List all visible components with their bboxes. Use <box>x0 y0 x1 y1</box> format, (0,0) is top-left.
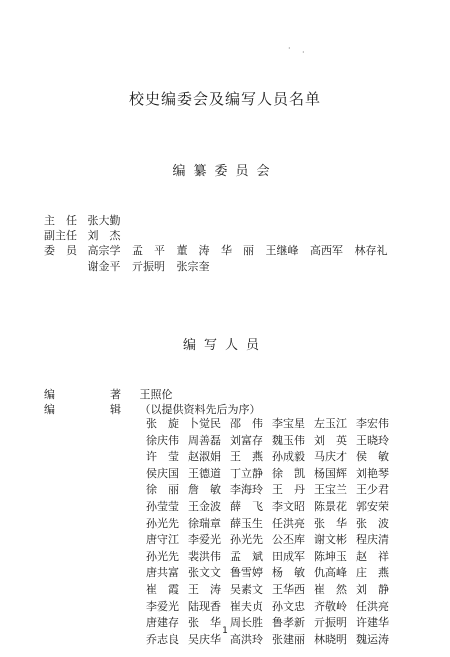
editor-name: 陈景花 <box>314 499 347 513</box>
members-line-1 <box>88 244 396 257</box>
editor-name: 赵 祥 <box>356 549 389 563</box>
member-name: 董 涛 <box>176 244 210 257</box>
editor-name: 徐瑞章 <box>188 516 221 530</box>
editor-name: 王 燕 <box>230 450 263 464</box>
editor-name: 李爱光 <box>188 533 221 547</box>
editor-name: 崔 霞 <box>146 582 179 596</box>
author-label: 编 著 <box>44 388 121 401</box>
editor-name: 王金波 <box>188 499 221 513</box>
editor-name: 王少君 <box>356 483 389 497</box>
editor-name: 刘艳琴 <box>356 466 389 480</box>
editor-name: 亓振明 <box>314 616 347 630</box>
editor-name: 崔 然 <box>314 582 347 596</box>
members-row <box>44 242 396 258</box>
editor-name: 张 波 <box>356 516 389 530</box>
member-name: 张宗奎 <box>176 260 210 273</box>
editor-name: 侯 敏 <box>356 450 389 464</box>
editor-name: 张建丽 <box>272 632 305 646</box>
scan-speck: · <box>302 48 305 57</box>
members-label: 委 员 <box>44 244 77 257</box>
editor-name: 孟 斌 <box>230 549 263 563</box>
editor-name: 李海玲 <box>230 483 263 497</box>
editor-name: 庄 燕 <box>356 566 389 580</box>
members-line-2 <box>88 260 218 273</box>
editor-name: 侯庆国 <box>146 466 179 480</box>
director-name: 张大勤 <box>87 214 121 227</box>
editor-name: 徐 凯 <box>272 466 305 480</box>
editor-name: 李宏伟 <box>356 417 389 430</box>
editor-name: 孙光先 <box>230 533 263 547</box>
editor-name: 张 华 <box>188 616 221 630</box>
committee-heading: 编纂委员会 <box>172 164 278 179</box>
editor-name: 任洪亮 <box>356 599 389 613</box>
editor-name: 孙光先 <box>146 549 179 563</box>
editor-name: 吴素文 <box>230 582 263 596</box>
page-title: 校史编委会及编写人员名单 <box>128 90 321 108</box>
editor-note: （以提供资料先后为序） <box>139 403 261 416</box>
editor-name: 李文昭 <box>272 499 305 513</box>
editor-name: 马庆才 <box>314 450 347 464</box>
editor-name: 邵 伟 <box>230 417 263 430</box>
editor-name: 李宝星 <box>272 417 305 430</box>
editor-name: 鲁孝新 <box>272 616 305 630</box>
editor-name: 任洪亮 <box>272 516 305 530</box>
member-name: 高宗学 <box>87 244 121 257</box>
editor-name: 周善磊 <box>188 433 221 447</box>
editor-name: 裴洪伟 <box>188 549 221 563</box>
editor-name: 王 涛 <box>188 582 221 596</box>
editor-name: 公丕库 <box>272 533 305 547</box>
writers-heading: 编写人员 <box>182 338 267 353</box>
editor-name: 詹 敏 <box>188 483 221 497</box>
author-name: 王照伦 <box>139 388 173 401</box>
member-name: 谢金平 <box>87 260 121 273</box>
editor-name: 王德道 <box>188 466 221 480</box>
editor-name: 杨国辉 <box>314 466 347 480</box>
author-row <box>44 386 173 402</box>
editor-name: 林晓明 <box>314 632 347 646</box>
editor-name: 徐庆伟 <box>146 433 179 447</box>
director-row <box>44 212 121 228</box>
editor-name: 许建华 <box>356 616 389 630</box>
director-label: 主 任 <box>44 214 77 227</box>
editor-name: 王宝兰 <box>314 483 347 497</box>
editor-name: 孙文忠 <box>272 599 305 613</box>
editor-name: 崔夫贞 <box>230 599 263 613</box>
editor-name: 高洪玲 <box>230 632 263 646</box>
member-name: 王继峰 <box>265 244 299 257</box>
editor-name: 郭安荣 <box>356 499 389 513</box>
deputy-row <box>44 227 121 243</box>
editor-name: 鲁雪婷 <box>230 566 263 580</box>
editor-name: 薛玉生 <box>230 516 263 530</box>
editor-name: 张 华 <box>314 516 347 530</box>
editor-name: 赵淑娟 <box>188 450 221 464</box>
editor-name: 陈坤玉 <box>314 549 347 563</box>
editor-name: 丁立静 <box>230 466 263 480</box>
editor-name: 齐敬岭 <box>314 599 347 613</box>
member-name: 亓振明 <box>132 260 165 273</box>
editor-name: 田成军 <box>272 549 305 563</box>
deputy-label: 副主任 <box>44 229 77 242</box>
editor-name: 杨 敏 <box>272 566 305 580</box>
editor-name: 徐 丽 <box>146 483 179 497</box>
members-row-2 <box>44 258 218 274</box>
member-name: 华 丽 <box>221 244 254 257</box>
editor-name: 刘富存 <box>230 433 263 447</box>
editor-name: 魏运涛 <box>356 632 389 646</box>
editor-name: 薛 飞 <box>230 499 263 513</box>
editor-label: 编 辑 <box>44 403 121 416</box>
editor-name: 仇高峰 <box>314 566 347 580</box>
editor-name: 吴庆华 <box>188 632 221 646</box>
editor-name: 刘 英 <box>314 433 347 447</box>
deputy-name: 刘 杰 <box>87 229 121 242</box>
editor-name: 孙成毅 <box>272 450 305 464</box>
editor-name: 刘 静 <box>356 582 389 596</box>
editor-names-grid <box>146 415 398 647</box>
editor-name: 陆现香 <box>188 599 221 613</box>
member-name: 孟 平 <box>132 244 165 257</box>
editor-name: 卜觉民 <box>188 417 221 430</box>
editor-name: 唐守江 <box>146 533 179 547</box>
page-number: 1 <box>222 626 228 636</box>
editor-name: 王晓玲 <box>356 433 389 447</box>
member-name: 林存礼 <box>354 244 388 257</box>
editor-name: 谢文彬 <box>314 533 347 547</box>
editor-name: 孙莹莹 <box>146 499 179 513</box>
editor-name: 乔志良 <box>146 632 179 646</box>
editor-name: 张文文 <box>188 566 221 580</box>
editor-name: 程庆清 <box>356 533 389 547</box>
editor-name: 张 旋 <box>146 417 179 430</box>
member-name: 高西军 <box>310 244 343 257</box>
editor-name: 魏玉伟 <box>272 433 305 447</box>
editor-name: 左玉江 <box>314 417 347 430</box>
editor-name: 王华西 <box>272 582 305 596</box>
editor-name: 孙光先 <box>146 516 179 530</box>
editor-name: 唐建存 <box>146 616 179 630</box>
editor-name: 王 丹 <box>272 483 305 497</box>
editor-name: 许 莹 <box>146 450 179 464</box>
editor-name: 周长胜 <box>230 616 263 630</box>
editor-name: 李爱光 <box>146 599 179 613</box>
editor-name: 唐共富 <box>146 566 179 580</box>
scan-speck: · <box>288 44 291 53</box>
